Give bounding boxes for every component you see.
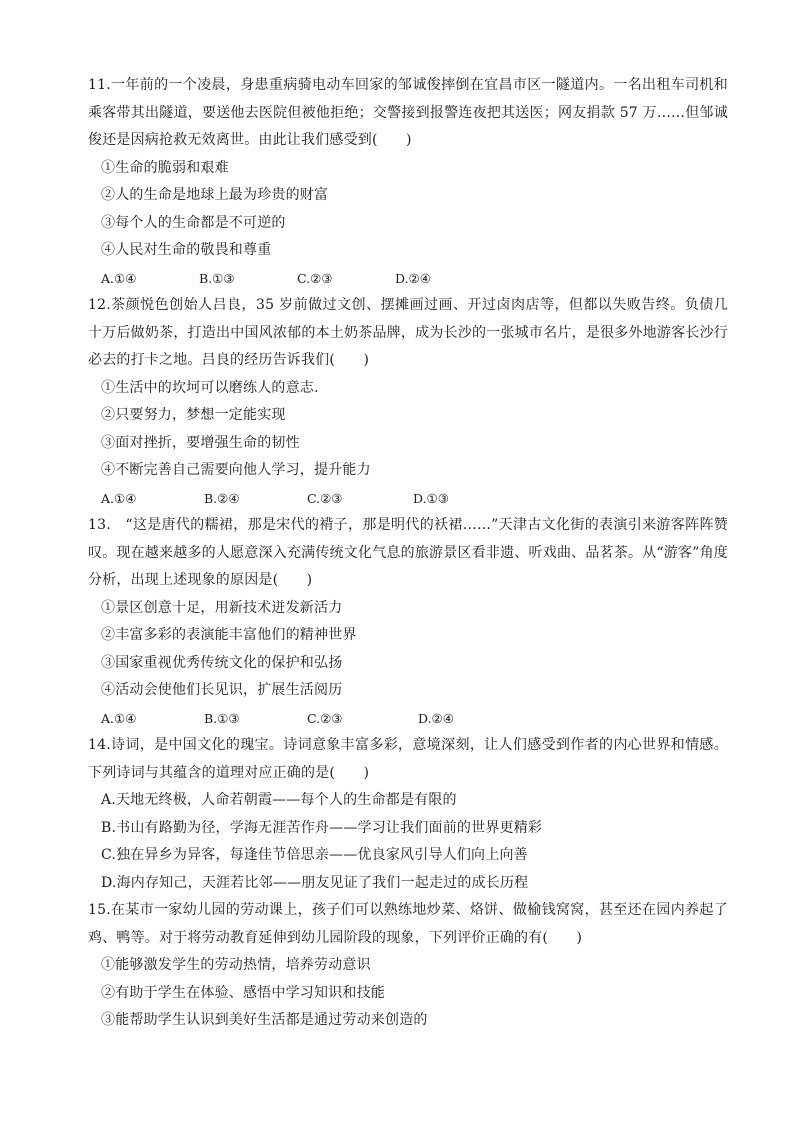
question-stem-text: 诗词，是中国文化的瑰宝。诗词意象丰富多彩，意境深刻，让人们感受到作者的内心世界和情感。下列诗词与其蕴含的道理对应正确的是( ) xyxy=(88,737,728,781)
question-13 xyxy=(88,512,728,732)
option-item: ④活动会使他们长见识，扩展生活阅历 xyxy=(101,682,343,698)
question-stem xyxy=(88,72,728,155)
exam-page xyxy=(88,72,728,1035)
answer-choice-b[interactable]: B.①③ xyxy=(204,710,240,726)
question-14 xyxy=(88,732,728,897)
answer-choices xyxy=(88,265,728,293)
question-number: 13. xyxy=(88,517,111,533)
answer-choice-d[interactable]: D.①③ xyxy=(413,490,449,506)
option-item: ④不断完善自己需要向他人学习，提升能力 xyxy=(101,462,371,478)
options-list xyxy=(88,155,728,265)
question-stem xyxy=(88,897,728,952)
answer-choice-d[interactable]: D.②④ xyxy=(418,710,454,726)
answer-choice-d[interactable]: D.②④ xyxy=(395,270,431,286)
question-stem-text: 茶颜悦色创始人吕良，35 岁前做过文创、摆摊画过画、开过卤肉店等，但都以失败告终。负债几十万后做奶茶，打造出中国风浓郁的本土奶茶品牌，成为长沙的一张城市名片，是很多外地游客长沙行必去的打卡之地。吕良的经历告诉我们( ) xyxy=(88,297,728,368)
option-item: ④人民对生命的敬畏和尊重 xyxy=(101,242,272,258)
option-item: ③国家重视优秀传统文化的保护和弘扬 xyxy=(101,654,343,671)
question-stem-text: 在某市一家幼儿园的劳动课上，孩子们可以熟练地炒菜、烙饼、做榆钱窝窝，甚至还在园内养起了鸡、鸭等。对于将劳动教育延伸到幼儿园阶段的现象，下列评价正确的有( ) xyxy=(88,902,728,946)
answer-choice-c[interactable]: C.独在异乡为异客，每逢佳节倍思亲——优良家风引导人们向上向善 xyxy=(101,847,528,863)
option-item: ②人的生命是地球上最为珍贵的财富 xyxy=(101,187,329,203)
answer-choice-c[interactable]: C.②③ xyxy=(307,490,343,506)
question-stem xyxy=(88,512,728,595)
option-item: ①能够激发学生的劳动热情，培养劳动意识 xyxy=(101,957,371,973)
answer-choice-b[interactable]: B.书山有路勤为径，学海无涯苦作舟——学习让我们面前的世界更精彩 xyxy=(101,819,543,836)
option-item: ①生活中的坎坷可以磨练人的意志. xyxy=(101,379,319,396)
answer-choices xyxy=(88,705,728,733)
question-number: 12. xyxy=(88,297,111,313)
answer-choice-c[interactable]: C.②③ xyxy=(307,710,343,726)
question-number: 15. xyxy=(88,902,111,918)
answer-choice-a[interactable]: A.①④ xyxy=(101,270,137,286)
answer-choice-b[interactable]: B.②④ xyxy=(204,490,240,506)
options-list xyxy=(88,952,728,1035)
option-item: ③面对挫折，要增强生命的韧性 xyxy=(101,434,300,451)
question-stem xyxy=(88,732,728,787)
answer-choices xyxy=(88,485,728,513)
question-stem xyxy=(88,292,728,375)
option-item: ③能帮助学生认识到美好生活都是通过劳动来创造的 xyxy=(101,1012,428,1028)
question-11 xyxy=(88,72,728,292)
option-item: ②有助于学生在体验、感悟中学习知识和技能 xyxy=(101,984,385,1001)
options-list xyxy=(88,375,728,485)
question-number: 14. xyxy=(88,737,111,753)
option-item: ③每个人的生命都是不可逆的 xyxy=(101,214,286,231)
question-stem-text: 一年前的一个凌晨，身患重病骑电动车回家的邹诚俊摔倒在宜昌市区一隧道内。一名出租车司机和乘客带其出隧道，要送他去医院但被他拒绝；交警接到报警连夜把其送医；网友捐款 57 万……但邹诚俊还是因病抢救无效离世。由此让我们感受到( ) xyxy=(88,77,728,148)
question-number: 11. xyxy=(88,77,111,93)
answer-choice-c[interactable]: C.②③ xyxy=(297,270,333,286)
question-15 xyxy=(88,897,728,1035)
option-item: ②只要努力，梦想一定能实现 xyxy=(101,407,286,423)
answer-choice-a[interactable]: A.①④ xyxy=(101,710,137,726)
answer-choice-a[interactable]: A.①④ xyxy=(101,490,137,506)
question-stem-text: “这是唐代的糯裙，那是宋代的褙子，那是明代的袄裙……”天津古文化街的表演引来游客阵阵赞叹。现在越来越多的人愿意深入充满传统文化气息的旅游景区看非遗、听戏曲、品茗茶。从“游客”角度分析，出现上述现象的原因是( ) xyxy=(88,517,728,588)
option-item: ①景区创意十足，用新技术迸发新活力 xyxy=(101,599,343,616)
answer-choice-b[interactable]: B.①③ xyxy=(199,270,235,286)
option-item: ①生命的脆弱和艰难 xyxy=(101,159,229,176)
options-list xyxy=(88,787,728,897)
option-item: ②丰富多彩的表演能丰富他们的精神世界 xyxy=(101,627,357,643)
question-12 xyxy=(88,292,728,512)
options-list xyxy=(88,595,728,705)
answer-choice-d[interactable]: D.海内存知己，天涯若比邻——朋友见证了我们一起走过的成长历程 xyxy=(101,874,529,891)
answer-choice-a[interactable]: A.天地无终极，人命若朝霞——每个人的生命都是有限的 xyxy=(101,792,457,808)
